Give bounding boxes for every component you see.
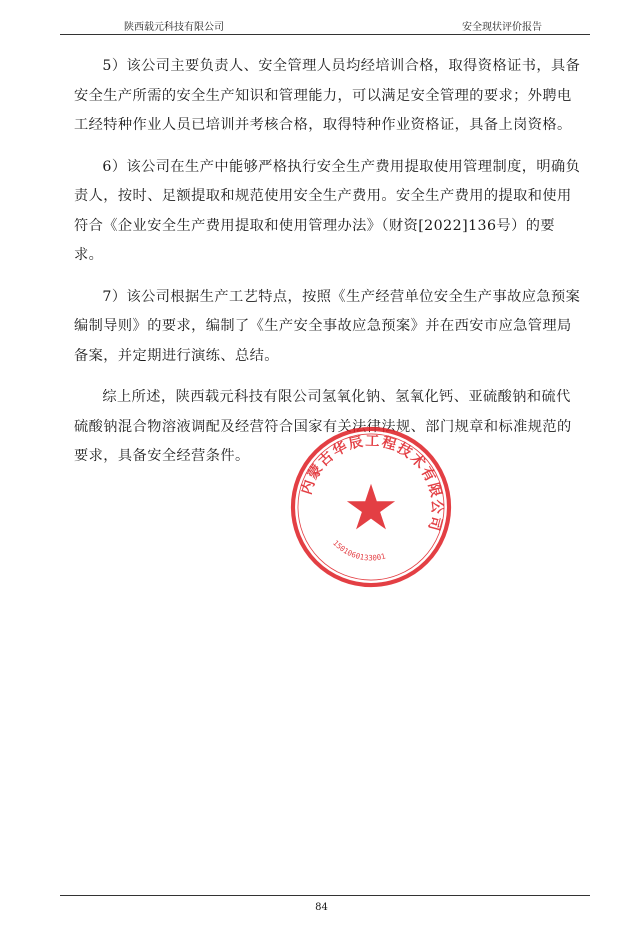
paragraph-7: 7）该公司根据生产工艺特点，按照《生产经营单位安全生产事故应急预案编制导则》的要求，编制了《生产安全事故应急预案》并在西安市应急管理局备案，并定期进行演练、总结。 bbox=[74, 288, 581, 364]
paragraph-5: 5）该公司主要负责人、安全管理人员均经培训合格，取得资格证书，具备安全生产所需的安全生产知识和管理能力，可以满足安全管理的要求；外聘电工经特种作业人员已培训并考核合格，取得特种作业资格证，具备上岗资格。 bbox=[74, 58, 581, 133]
header-company: 陕西载元科技有限公司 bbox=[124, 22, 224, 33]
seal-ring-text: 内蒙古华辰工程技术有限公司 bbox=[298, 433, 445, 534]
seal-code: 1501060133001 bbox=[331, 538, 387, 563]
document-body bbox=[74, 52, 584, 484]
page-footer-rule bbox=[60, 895, 590, 896]
paragraph-6: 6）该公司在生产中能够严格执行安全生产费用提取使用管理制度，明确负责人，按时、足额提取和规范使用安全生产费用。安全生产费用的提取和使用符合《企业安全生产费用提取和使用管理办法》（财资[2022]136号）的要求。 bbox=[74, 158, 581, 263]
seal-star-icon bbox=[347, 484, 395, 530]
page-number: 84 bbox=[315, 902, 328, 913]
official-seal-stamp bbox=[288, 424, 454, 590]
page-header bbox=[60, 14, 590, 35]
header-report-title: 安全现状评价报告 bbox=[462, 22, 542, 33]
paragraph-summary: 综上所述，陕西载元科技有限公司氢氧化钠、氢氧化钙、亚硫酸钠和硫代硫酸钠混合物溶液调配及经营符合国家有关法律法规、部门规章和标准规范的要求，具备安全经营条件。 bbox=[74, 389, 572, 464]
